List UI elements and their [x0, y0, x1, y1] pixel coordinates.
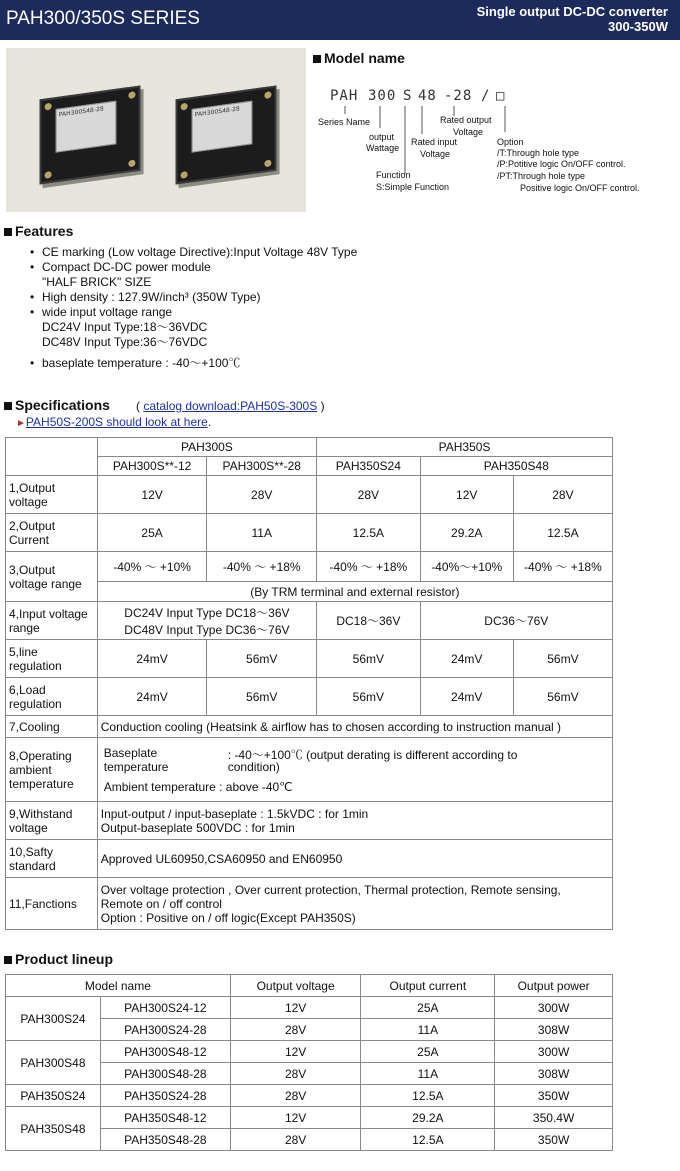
table-row — [6, 552, 613, 582]
page-title: PAH300/350S SERIES — [6, 8, 200, 29]
table-row — [6, 438, 613, 457]
column-header: Output voltage — [230, 975, 361, 997]
table-cell: PAH300S24-12 — [100, 997, 230, 1019]
model-group: PAH350S48 — [6, 1107, 101, 1151]
row-header: 3,Output voltage range — [6, 552, 98, 602]
table-row — [6, 514, 613, 552]
table-cell: Baseplate temperature : -40～+100℃ (output derating is different according to condition) Ambient temperature : above -40℃ — [97, 738, 612, 802]
table-cell: 12.5A — [361, 1129, 495, 1151]
table-cell: 12.5A — [513, 514, 612, 552]
row-header: 6,Load regulation — [6, 678, 98, 716]
model-code-wattage: 300 — [368, 88, 397, 104]
table-cell: 24mV — [97, 640, 207, 678]
module-image-right — [176, 85, 277, 184]
table-cell: PAH300S24-28 — [100, 1019, 230, 1041]
page-header — [0, 0, 680, 40]
table-cell: 28V — [230, 1085, 361, 1107]
table-cell: PAH350S48-12 — [100, 1107, 230, 1129]
row-header: 9,Withstand voltage — [6, 802, 98, 840]
table-cell: 25A — [97, 514, 207, 552]
label-function-2: S:Simple Function — [376, 182, 450, 192]
label-option-5: Positive logic On/OFF control. — [520, 183, 640, 193]
table-cell: 25A — [361, 997, 495, 1019]
table-cell: PAH300S48-12 — [100, 1041, 230, 1063]
module-label: PAH300S48-28 — [56, 101, 117, 153]
table-cell: Over voltage protection , Over current protection, Thermal protection, Remote sensing, Remote on / off control Option : Positive on / off logic(Except PAH350S) — [97, 878, 612, 930]
table-row — [6, 975, 613, 997]
table-cell: 56mV — [207, 640, 317, 678]
model-code-output: -28 — [444, 88, 473, 104]
table-row — [6, 1107, 613, 1129]
table-row — [6, 1041, 613, 1063]
model-group: PAH350S24 — [6, 1085, 101, 1107]
table-row — [6, 476, 613, 514]
model-code-slash: / — [481, 88, 491, 104]
table-row — [6, 582, 613, 602]
column-header: PAH300S**-12 — [97, 457, 207, 476]
table-cell: 11A — [361, 1063, 495, 1085]
row-header: 10,Safty standard — [6, 840, 98, 878]
table-cell: -40% ～ +18% — [513, 552, 612, 582]
row-header: 11,Fanctions — [6, 878, 98, 930]
label-option-3: /P:Potitive logic On/OFF control. — [497, 159, 626, 169]
table-cell: 11A — [207, 514, 317, 552]
table-cell: 28V — [230, 1063, 361, 1085]
table-cell: 29.2A — [420, 514, 513, 552]
label-output-wattage-1: output — [369, 132, 395, 142]
table-cell: 24mV — [97, 678, 207, 716]
label-rated-output-2: Voltage — [453, 127, 484, 137]
features-heading: Features — [4, 223, 73, 239]
table-cell: -40%～+10% — [420, 552, 513, 582]
table-cell: 12V — [230, 997, 361, 1019]
table-row — [6, 716, 613, 738]
table-row — [6, 802, 613, 840]
table-row — [6, 640, 613, 678]
list-item: • baseplate temperature : -40～+100℃ — [30, 356, 241, 370]
table-cell: 350.4W — [495, 1107, 613, 1129]
table-cell: 28V — [230, 1129, 361, 1151]
table-row — [6, 878, 613, 930]
label-option-4: /PT:Through hole type — [497, 171, 586, 181]
table-row — [6, 840, 613, 878]
table-cell: 300W — [495, 997, 613, 1019]
table-row — [6, 738, 613, 802]
table-cell: 56mV — [317, 640, 421, 678]
table-cell: 56mV — [513, 640, 612, 678]
label-output-wattage-2: Wattage — [366, 143, 400, 153]
row-header: 8,Operating ambient temperature — [6, 738, 98, 802]
table-cell: 28V — [230, 1019, 361, 1041]
specifications-table — [5, 437, 613, 930]
table-cell: 308W — [495, 1019, 613, 1041]
model-group: PAH300S48 — [6, 1041, 101, 1085]
pah50s-200s-link[interactable]: PAH50S-200S should look at here — [25, 415, 208, 429]
table-cell: 24mV — [420, 640, 513, 678]
table-cell: Input-output / input-baseplate : 1.5kVDC : for 1min Output-baseplate 500VDC : for 1min — [97, 802, 612, 840]
table-cell: 350W — [495, 1129, 613, 1151]
model-name-heading: Model name — [313, 50, 405, 66]
row-header: 4,Input voltage range — [6, 602, 98, 640]
column-header: PAH300S**-28 — [207, 457, 317, 476]
column-header: Output power — [495, 975, 613, 997]
list-item: • CE marking (Low voltage Directive):Input Voltage 48V Type — [30, 245, 358, 259]
table-cell: 11A — [361, 1019, 495, 1041]
table-cell: -40% ～ +18% — [207, 552, 317, 582]
label-series-name: Series Name — [318, 117, 371, 127]
label-function-1: Function — [376, 170, 411, 180]
column-header: Model name — [6, 975, 231, 997]
table-cell: 308W — [495, 1063, 613, 1085]
table-cell: 12.5A — [361, 1085, 495, 1107]
table-cell: Approved UL60950,CSA60950 and EN60950 — [97, 840, 612, 878]
label-rated-input-2: Voltage — [420, 149, 451, 159]
column-header: PAH350S24 — [317, 457, 421, 476]
table-cell: 28V — [207, 476, 317, 514]
table-cell: -40% ～ +10% — [97, 552, 207, 582]
table-cell: 24mV — [420, 678, 513, 716]
table-cell: DC24V Input Type DC18～36V DC48V Input Type DC36～76V — [97, 602, 316, 640]
table-cell: 29.2A — [361, 1107, 495, 1129]
spec-note: ►PAH50S-200S should look at here. — [16, 415, 212, 429]
model-code-input: 48 — [418, 88, 437, 104]
table-cell: 12V — [230, 1107, 361, 1129]
list-item: • wide input voltage range DC24V Input Type:18～36VDC DC48V Input Type:36～76VDC — [30, 305, 208, 349]
table-cell: 12.5A — [317, 514, 421, 552]
features-list — [30, 245, 357, 371]
table-cell: Conduction cooling (Heatsink & airflow has to chosen according to instruction manual ) — [97, 716, 612, 738]
arrow-right-icon: ► — [16, 418, 26, 429]
table-cell: PAH350S24-28 — [100, 1085, 230, 1107]
catalog-download: ( catalog download:PAH50S-300S ) — [136, 399, 325, 413]
table-cell: PAH300S48-28 — [100, 1063, 230, 1085]
label-option-2: /T:Through hole type — [497, 148, 580, 158]
column-group-pah350s: PAH350S — [317, 438, 613, 457]
list-item: • Compact DC-DC power module "HALF BRICK" SIZE — [30, 260, 211, 289]
model-code-option: □ — [496, 88, 506, 104]
column-header: Output current — [361, 975, 495, 997]
table-cell: 12V — [97, 476, 207, 514]
column-group-pah300s: PAH300S — [97, 438, 316, 457]
module-label: PAH300S48-28 — [192, 101, 253, 153]
table-cell: 56mV — [207, 678, 317, 716]
table-row — [6, 678, 613, 716]
catalog-download-link[interactable]: catalog download:PAH50S-300S — [143, 399, 318, 413]
table-cell: 56mV — [513, 678, 612, 716]
table-cell: 350W — [495, 1085, 613, 1107]
header-subtitle: Single output DC-DC converter — [476, 4, 668, 19]
row-header: 5,line regulation — [6, 640, 98, 678]
column-header: PAH350S48 — [420, 457, 612, 476]
table-cell: 300W — [495, 1041, 613, 1063]
table-cell: DC36～76V — [420, 602, 612, 640]
table-cell: PAH350S48-28 — [100, 1129, 230, 1151]
table-cell: 28V — [317, 476, 421, 514]
table-cell: 25A — [361, 1041, 495, 1063]
table-row — [6, 457, 613, 476]
table-cell: 28V — [513, 476, 612, 514]
list-item: • High density : 127.9W/inch³ (350W Type) — [30, 290, 261, 304]
product-lineup-heading: Product lineup — [4, 951, 113, 967]
label-option-1: Option — [497, 137, 524, 147]
table-cell: 12V — [230, 1041, 361, 1063]
model-code-pah: PAH — [330, 88, 359, 104]
model-group: PAH300S24 — [6, 997, 101, 1041]
header-wattage: 300-350W — [608, 19, 668, 34]
label-rated-input-1: Rated input — [411, 137, 458, 147]
table-row — [6, 1085, 613, 1107]
label-rated-output-1: Rated output — [440, 115, 492, 125]
module-image-left — [40, 85, 141, 184]
table-cell: (By TRM terminal and external resistor) — [97, 582, 612, 602]
row-header: 1,Output voltage — [6, 476, 98, 514]
table-cell: 56mV — [317, 678, 421, 716]
product-lineup-table — [5, 974, 613, 1151]
row-header: 2,Output Current — [6, 514, 98, 552]
model-code-function: S — [403, 88, 413, 104]
table-row — [6, 602, 613, 640]
table-row — [6, 997, 613, 1019]
specifications-heading: Specifications — [4, 397, 110, 413]
table-cell: -40% ～ +18% — [317, 552, 421, 582]
product-photo — [6, 48, 306, 212]
row-header: 7,Cooling — [6, 716, 98, 738]
table-cell: DC18～36V — [317, 602, 421, 640]
table-cell: 12V — [420, 476, 513, 514]
